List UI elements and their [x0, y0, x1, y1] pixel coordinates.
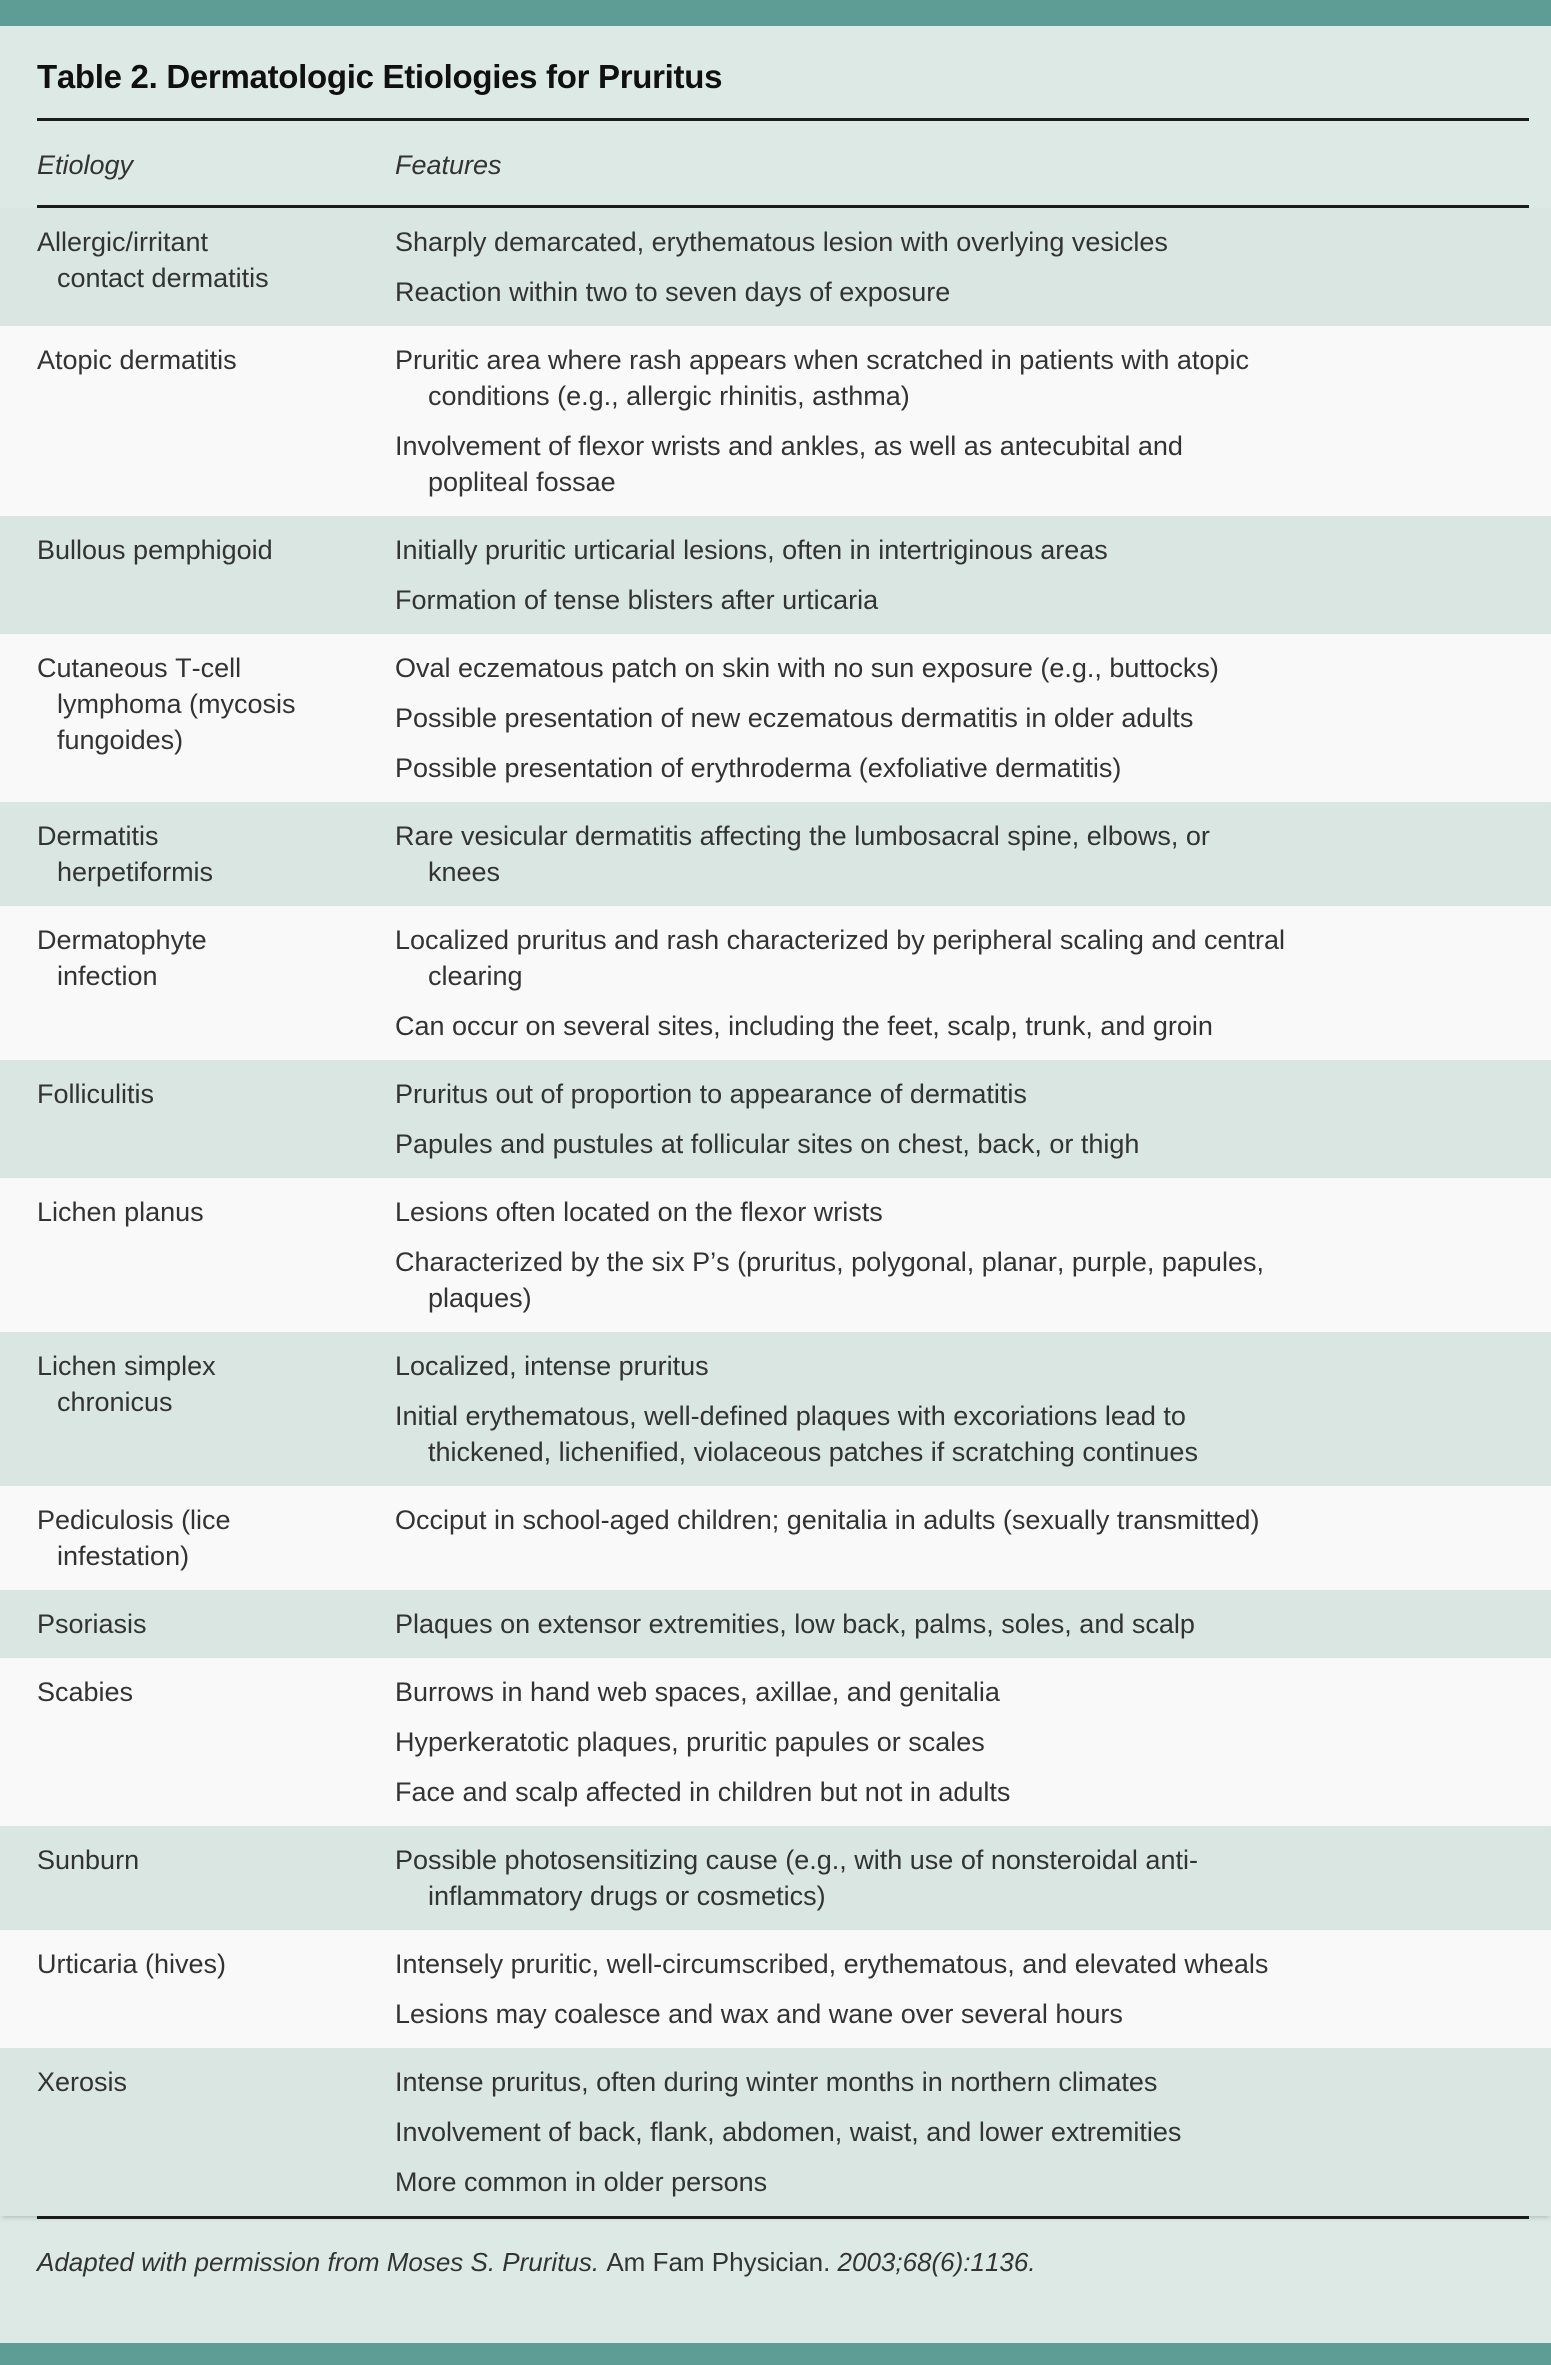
etiology-cell: Allergic/irritant contact dermatitis: [37, 227, 269, 293]
feature-text: Formation of tense blisters after urticaria: [395, 585, 879, 615]
features-cell: [395, 1194, 1529, 1316]
table-row: [0, 1590, 1551, 1658]
features-cell: [395, 342, 1529, 500]
feature-text: Hyperkeratotic plaques, pruritic papules or scales: [395, 1727, 985, 1757]
feature-text: Localized, intense pruritus: [395, 1351, 709, 1381]
etiology-cell: Urticaria (hives): [37, 1949, 227, 1979]
etiology-cell: Folliculitis: [37, 1079, 155, 1109]
feature-text: Possible presentation of erythroderma (exfoliative dermatitis): [395, 753, 1122, 783]
feature-text: Characterized by the six P’s (pruritus, polygonal, planar, purple, papules, plaques): [395, 1247, 1264, 1313]
features-cell: [395, 1348, 1529, 1470]
table-row: [0, 1486, 1551, 1590]
top-accent-bar: [0, 0, 1551, 26]
feature-text: Papules and pustules at follicular sites on chest, back, or thigh: [395, 1129, 1140, 1159]
feature-text: Initial erythematous, well-defined plaques with excoriations lead to thickened, lichenified, violaceous patches if scratching continues: [395, 1401, 1198, 1467]
features-cell: [395, 1076, 1529, 1162]
table-row: [0, 326, 1551, 516]
feature-text: Burrows in hand web spaces, axillae, and genitalia: [395, 1677, 1000, 1707]
table-row: [0, 1332, 1551, 1486]
etiology-cell: Scabies: [37, 1677, 134, 1707]
etiology-cell: Lichen simplex chronicus: [37, 1351, 216, 1417]
etiology-cell: Pediculosis (lice infestation): [37, 1505, 231, 1571]
table-row: [0, 906, 1551, 1060]
table-footnote: [37, 2245, 1529, 2279]
features-cell: [395, 1674, 1529, 1810]
feature-text: Sharply demarcated, erythematous lesion with overlying vesicles: [395, 227, 1168, 257]
etiology-cell: Psoriasis: [37, 1609, 147, 1639]
table-body: [0, 208, 1551, 2216]
footnote-journal-name: Am Fam Physician.: [606, 2247, 831, 2277]
table-row: [0, 1930, 1551, 2048]
features-cell: [395, 2064, 1529, 2200]
etiology-cell: Cutaneous T-cell lymphoma (mycosis fungoides): [37, 653, 296, 755]
feature-text: Intensely pruritic, well-circumscribed, erythematous, and elevated wheals: [395, 1949, 1269, 1979]
feature-text: Lesions often located on the flexor wrists: [395, 1197, 883, 1227]
features-cell: [395, 1842, 1529, 1914]
bottom-rule: [37, 2216, 1529, 2219]
feature-text: Pruritus out of proportion to appearance of dermatitis: [395, 1079, 1027, 1109]
feature-text: Face and scalp affected in children but not in adults: [395, 1777, 1011, 1807]
bottom-accent-bar: [0, 2343, 1551, 2365]
feature-text: Can occur on several sites, including the feet, scalp, trunk, and groin: [395, 1011, 1213, 1041]
table-row: [0, 1658, 1551, 1826]
table-row: [0, 1060, 1551, 1178]
feature-text: Intense pruritus, often during winter months in northern climates: [395, 2067, 1158, 2097]
feature-text: Possible photosensitizing cause (e.g., with use of nonsteroidal anti-inflammatory drugs or cosmetics): [395, 1845, 1198, 1911]
features-cell: [395, 532, 1529, 618]
features-cell: [395, 1946, 1529, 2032]
features-cell: [395, 922, 1529, 1044]
feature-text: Plaques on extensor extremities, low back, palms, soles, and scalp: [395, 1609, 1195, 1639]
table-row: [0, 1178, 1551, 1332]
features-cell: [395, 650, 1529, 786]
table-title: Table 2. Dermatologic Etiologies for Pruritus: [37, 58, 723, 95]
etiology-cell: Atopic dermatitis: [37, 345, 237, 375]
column-header-features: Features: [395, 150, 502, 180]
feature-text: Reaction within two to seven days of exposure: [395, 277, 951, 307]
etiology-cell: Dermatitis herpetiformis: [37, 821, 214, 887]
table-row: [0, 208, 1551, 326]
features-cell: [395, 1502, 1529, 1574]
feature-text: Oval eczematous patch on skin with no sun exposure (e.g., buttocks): [395, 653, 1219, 683]
feature-text: Localized pruritus and rash characterized by peripheral scaling and central clearing: [395, 925, 1285, 991]
feature-text: More common in older persons: [395, 2167, 768, 2197]
features-cell: [395, 1606, 1529, 1642]
feature-text: Involvement of back, flank, abdomen, waist, and lower extremities: [395, 2117, 1182, 2147]
table-row: [0, 634, 1551, 802]
table-header-row: [37, 121, 1529, 205]
table-row: [0, 802, 1551, 906]
footnote-citation-lead: Adapted with permission from Moses S. Pruritus.: [37, 2247, 600, 2277]
feature-text: Possible presentation of new eczematous dermatitis in older adults: [395, 703, 1194, 733]
table-row: [0, 2048, 1551, 2216]
etiology-cell: Sunburn: [37, 1845, 140, 1875]
feature-text: Rare vesicular dermatitis affecting the lumbosacral spine, elbows, or knees: [395, 821, 1210, 887]
footnote-issue-info: 2003;68(6):1136.: [837, 2247, 1036, 2277]
etiology-cell: Xerosis: [37, 2067, 128, 2097]
table-row: [0, 1826, 1551, 1930]
feature-text: Pruritic area where rash appears when scratched in patients with atopic conditions (e.g., allergic rhinitis, asthma): [395, 345, 1249, 411]
feature-text: Initially pruritic urticarial lesions, often in intertriginous areas: [395, 535, 1108, 565]
features-cell: [395, 818, 1529, 890]
etiology-cell: Dermatophyte infection: [37, 925, 207, 991]
column-header-etiology: Etiology: [37, 150, 134, 180]
table-row: [0, 516, 1551, 634]
etiology-cell: Lichen planus: [37, 1197, 204, 1227]
feature-text: Involvement of flexor wrists and ankles, as well as antecubital and popliteal fossae: [395, 431, 1183, 497]
feature-text: Occiput in school-aged children; genitalia in adults (sexually transmitted): [395, 1505, 1260, 1535]
etiology-cell: Bullous pemphigoid: [37, 535, 273, 565]
features-cell: [395, 224, 1529, 310]
feature-text: Lesions may coalesce and wax and wane over several hours: [395, 1999, 1123, 2029]
table-container: [0, 26, 1551, 2343]
